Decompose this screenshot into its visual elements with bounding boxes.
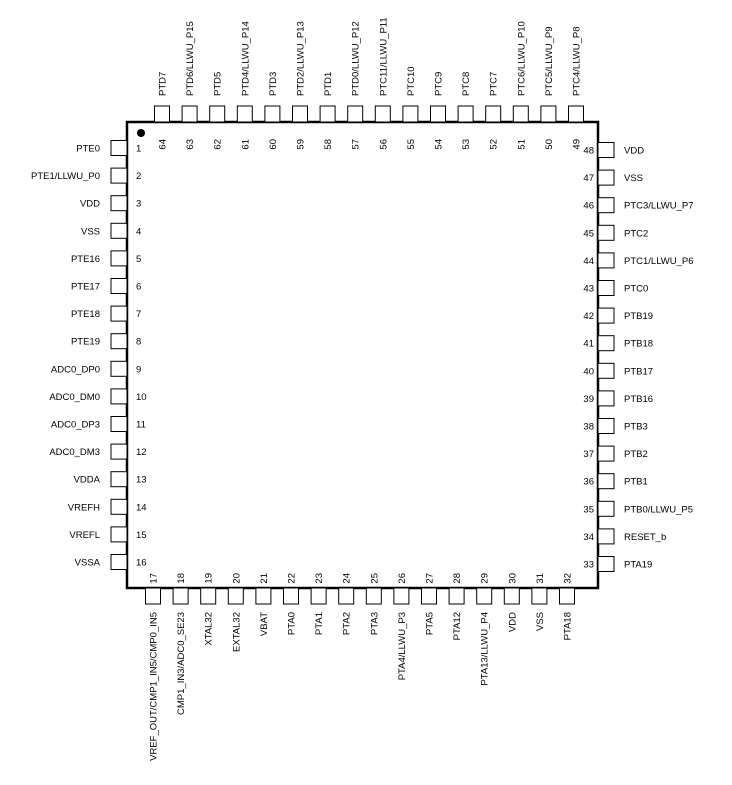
- pin-29-pad: [477, 588, 492, 604]
- pin-19-pad: [201, 588, 216, 604]
- pin-14-label-vrefh: VREFH: [67, 502, 100, 514]
- pin-1-label-pte0: PTE0: [76, 143, 100, 155]
- pin-62-label-ptd5: PTD5: [212, 71, 224, 96]
- pin-30-label-vdd: VDD: [507, 612, 519, 633]
- pin-7-pad: [111, 306, 127, 321]
- pin-59-label-ptd2-llwu-p13: PTD2/LLWU_P13: [295, 21, 307, 96]
- pin-51-label-ptc6-llwu-p10: PTC6/LLWU_P10: [516, 21, 528, 96]
- pin-5-label-pte16: PTE16: [70, 253, 100, 265]
- pin-60-number: 60: [267, 139, 279, 150]
- pin-10-number: 10: [136, 391, 147, 403]
- pin-57-number: 57: [350, 139, 362, 150]
- pin-17-label-vref-out-cmp1-in5-cmp0-in5: VREF_OUT/CMP1_IN5/CMP0_IN5: [148, 612, 160, 761]
- pin-13-label-vdda: VDDA: [73, 474, 100, 486]
- pin-61-pad: [237, 106, 252, 122]
- pin-47-label-vss: VSS: [624, 173, 644, 185]
- pin-53-number: 53: [461, 139, 473, 150]
- pin-21-label-vbat: VBAT: [258, 612, 270, 637]
- pin-3-pad: [111, 196, 127, 211]
- pin-40-label-ptb17: PTB17: [624, 366, 654, 378]
- pin-7-number: 7: [136, 309, 142, 321]
- pin-52-number: 52: [488, 139, 500, 150]
- pin-25-label-pta3: PTA3: [369, 612, 381, 636]
- pin-27-pad: [422, 588, 437, 604]
- pin-26-label-pta4-llwu-p3: PTA4/LLWU_P3: [396, 612, 408, 681]
- pin-14-number: 14: [136, 502, 147, 514]
- pin-8-label-pte19: PTE19: [70, 336, 100, 348]
- pin-59-pad: [293, 106, 308, 122]
- pin-32-number: 32: [562, 573, 574, 584]
- pin-60-pad: [265, 106, 280, 122]
- pin-6-pad: [111, 279, 127, 294]
- pin-32-label-pta18: PTA18: [562, 612, 574, 641]
- pin-23-pad: [311, 588, 326, 604]
- pin-47-number: 47: [583, 173, 594, 185]
- pin-51-pad: [513, 106, 528, 122]
- pin-8-pad: [111, 334, 127, 349]
- pin-28-number: 28: [452, 573, 464, 584]
- pin-50-label-ptc5-llwu-p9: PTC5/LLWU_P9: [543, 26, 555, 96]
- pin-25-number: 25: [369, 573, 381, 584]
- pin-21-pad: [256, 588, 271, 604]
- pin-42-number: 42: [583, 311, 594, 323]
- pin-20-pad: [228, 588, 243, 604]
- pin-4-pad: [111, 223, 127, 238]
- pin-46-pad: [598, 198, 614, 213]
- pin-64-label-ptd7: PTD7: [157, 71, 169, 96]
- pin-9-pad: [111, 361, 127, 376]
- chip-body: [127, 122, 598, 588]
- pin-43-number: 43: [583, 283, 594, 295]
- pin-16-number: 16: [136, 557, 147, 569]
- pin-38-label-ptb3: PTB3: [624, 421, 648, 433]
- pin-56-pad: [375, 106, 390, 122]
- pin-48-pad: [598, 143, 614, 158]
- pin-50-pad: [541, 106, 556, 122]
- pin-28-pad: [449, 588, 464, 604]
- pin-41-label-ptb18: PTB18: [624, 338, 654, 350]
- pin-2-pad: [111, 168, 127, 183]
- pin-34-label-reset-b: RESET_b: [624, 531, 667, 543]
- pin-32-pad: [560, 588, 575, 604]
- pin-25-pad: [366, 588, 381, 604]
- pin-20-number: 20: [231, 573, 243, 584]
- pin1-marker-dot: [137, 129, 145, 137]
- pin-38-pad: [598, 419, 614, 434]
- pin-3-number: 3: [136, 198, 142, 210]
- pin-21-number: 21: [258, 573, 270, 584]
- pin-15-number: 15: [136, 529, 147, 541]
- pin-61-label-ptd4-llwu-p14: PTD4/LLWU_P14: [240, 21, 252, 96]
- pin-50-number: 50: [543, 139, 555, 150]
- pin-5-number: 5: [136, 253, 142, 265]
- pin-6-number: 6: [136, 281, 142, 293]
- pin-35-pad: [598, 501, 614, 516]
- pin-49-label-ptc4-llwu-p8: PTC4/LLWU_P8: [571, 26, 583, 96]
- pin-10-label-adc0-dm0: ADC0_DM0: [49, 391, 100, 403]
- pin-40-pad: [598, 363, 614, 378]
- pin-63-pad: [182, 106, 197, 122]
- pin-55-label-ptc10: PTC10: [405, 66, 417, 96]
- pin-54-label-ptc9: PTC9: [433, 71, 445, 96]
- pin-8-number: 8: [136, 336, 142, 348]
- pin-40-number: 40: [583, 366, 594, 378]
- pin-35-label-ptb0-llwu-p5: PTB0/LLWU_P5: [624, 504, 693, 516]
- pin-27-label-pta5: PTA5: [424, 612, 436, 636]
- pin-37-number: 37: [583, 449, 594, 461]
- pin-49-pad: [569, 106, 584, 122]
- pin-55-pad: [403, 106, 418, 122]
- pin-2-number: 2: [136, 171, 142, 183]
- pin-49-number: 49: [571, 139, 583, 150]
- pin-11-number: 11: [136, 419, 146, 431]
- pin-36-number: 36: [583, 476, 594, 488]
- pin-62-number: 62: [212, 139, 224, 150]
- pin-34-number: 34: [583, 531, 594, 543]
- pin-43-pad: [598, 281, 614, 296]
- pin-51-number: 51: [516, 139, 528, 150]
- pin-24-number: 24: [341, 573, 353, 584]
- pin-12-label-adc0-dm3: ADC0_DM3: [49, 447, 100, 459]
- pin-11-pad: [111, 417, 127, 432]
- pin-33-number: 33: [583, 559, 594, 571]
- pin-9-label-adc0-dp0: ADC0_DP0: [50, 364, 100, 376]
- pin-45-number: 45: [583, 228, 594, 240]
- pin-23-number: 23: [314, 573, 326, 584]
- pin-46-number: 46: [583, 200, 594, 212]
- pin-47-pad: [598, 170, 614, 185]
- pin-54-pad: [431, 106, 446, 122]
- pin-31-label-vss: VSS: [534, 612, 546, 632]
- pin-33-pad: [598, 557, 614, 572]
- pin-64-pad: [155, 106, 170, 122]
- pin-31-number: 31: [534, 573, 546, 584]
- pin-57-label-ptd0-llwu-p12: PTD0/LLWU_P12: [350, 21, 362, 96]
- pin-60-label-ptd3: PTD3: [267, 71, 279, 96]
- pin-54-number: 54: [433, 139, 445, 150]
- pin-15-pad: [111, 527, 127, 542]
- pin-1-pad: [111, 141, 127, 156]
- pin-38-number: 38: [583, 421, 594, 433]
- pin-63-number: 63: [185, 139, 197, 150]
- pin-53-pad: [458, 106, 473, 122]
- pin-58-number: 58: [323, 139, 335, 150]
- pin-37-label-ptb2: PTB2: [624, 449, 648, 461]
- pin-36-label-ptb1: PTB1: [624, 476, 648, 488]
- pin-41-pad: [598, 336, 614, 351]
- pin-3-label-vdd: VDD: [79, 198, 100, 210]
- pin-37-pad: [598, 446, 614, 461]
- pin-10-pad: [111, 389, 127, 404]
- pin-13-number: 13: [136, 474, 147, 486]
- pin-56-label-ptc11-llwu-p11: PTC11/LLWU_P11: [378, 17, 390, 96]
- pin-22-pad: [284, 588, 299, 604]
- pin-58-pad: [320, 106, 335, 122]
- pin-39-label-ptb16: PTB16: [624, 393, 654, 405]
- pin-5-pad: [111, 251, 127, 266]
- pin-43-label-ptc0: PTC0: [624, 283, 649, 295]
- pin-53-label-ptc8: PTC8: [461, 71, 473, 96]
- pin-36-pad: [598, 474, 614, 489]
- pin-19-label-xtal32: XTAL32: [203, 612, 215, 646]
- pin-57-pad: [348, 106, 363, 122]
- pin-7-label-pte18: PTE18: [70, 309, 100, 321]
- pin-4-number: 4: [136, 226, 142, 238]
- pin-58-label-ptd1: PTD1: [323, 71, 335, 96]
- pin-44-pad: [598, 253, 614, 268]
- pin-23-label-pta1: PTA1: [314, 612, 326, 636]
- pin-2-label-pte1-llwu-p0: PTE1/LLWU_P0: [31, 171, 100, 183]
- pin-9-number: 9: [136, 364, 142, 376]
- pin-17-number: 17: [148, 573, 160, 584]
- pin-63-label-ptd6-llwu-p15: PTD6/LLWU_P15: [185, 21, 197, 96]
- pin-20-label-extal32: EXTAL32: [231, 612, 243, 652]
- pin-39-number: 39: [583, 393, 594, 405]
- pin-16-pad: [111, 555, 127, 570]
- pin-1-number: 1: [136, 143, 142, 155]
- pin-61-number: 61: [240, 139, 252, 150]
- pin-26-pad: [394, 588, 409, 604]
- pin-45-pad: [598, 225, 614, 240]
- pin-31-pad: [532, 588, 547, 604]
- pin-4-label-vss: VSS: [80, 226, 100, 238]
- pin-12-number: 12: [136, 447, 147, 459]
- pin-15-label-vrefl: VREFL: [69, 529, 100, 541]
- pin-46-label-ptc3-llwu-p7: PTC3/LLWU_P7: [624, 200, 694, 212]
- pin-22-number: 22: [286, 573, 298, 584]
- pin-35-number: 35: [583, 504, 594, 516]
- pin-29-number: 29: [479, 573, 491, 584]
- pin-16-label-vssa: VSSA: [74, 557, 100, 569]
- pin-29-label-pta13-llwu-p4: PTA13/LLWU_P4: [479, 612, 491, 686]
- pin-28-label-pta12: PTA12: [452, 612, 464, 641]
- pin-22-label-pta0: PTA0: [286, 612, 298, 636]
- pin-48-label-vdd: VDD: [624, 145, 645, 157]
- pin-41-number: 41: [583, 338, 594, 350]
- pin-13-pad: [111, 472, 127, 487]
- pin-6-label-pte17: PTE17: [70, 281, 100, 293]
- pin-18-number: 18: [176, 573, 188, 584]
- pin-52-pad: [486, 106, 501, 122]
- pin-56-number: 56: [378, 139, 390, 150]
- pin-33-label-pta19: PTA19: [624, 559, 653, 571]
- pin-19-number: 19: [203, 573, 215, 584]
- pin-27-number: 27: [424, 573, 436, 584]
- pin-59-number: 59: [295, 139, 307, 150]
- pin-26-number: 26: [396, 573, 408, 584]
- pin-18-label-cmp1-in3-adc0-se23: CMP1_IN3/ADC0_SE23: [176, 612, 188, 715]
- pin-12-pad: [111, 444, 127, 459]
- pin-11-label-adc0-dp3: ADC0_DP3: [50, 419, 100, 431]
- pin-39-pad: [598, 391, 614, 406]
- pin-30-pad: [504, 588, 519, 604]
- pin-45-label-ptc2: PTC2: [624, 228, 649, 240]
- pin-44-number: 44: [583, 255, 594, 267]
- pin-64-number: 64: [157, 139, 169, 150]
- pin-44-label-ptc1-llwu-p6: PTC1/LLWU_P6: [624, 255, 694, 267]
- pin-42-pad: [598, 308, 614, 323]
- pin-55-number: 55: [405, 139, 417, 150]
- pin-30-number: 30: [507, 573, 519, 584]
- pin-14-pad: [111, 499, 127, 514]
- pin-17-pad: [146, 588, 161, 604]
- pin-34-pad: [598, 529, 614, 544]
- pin-24-label-pta2: PTA2: [341, 612, 353, 636]
- pin-62-pad: [210, 106, 225, 122]
- pin-18-pad: [173, 588, 188, 604]
- pin-42-label-ptb19: PTB19: [624, 311, 654, 323]
- pin-48-number: 48: [583, 145, 594, 157]
- pin-52-label-ptc7: PTC7: [488, 71, 500, 96]
- pin-24-pad: [339, 588, 354, 604]
